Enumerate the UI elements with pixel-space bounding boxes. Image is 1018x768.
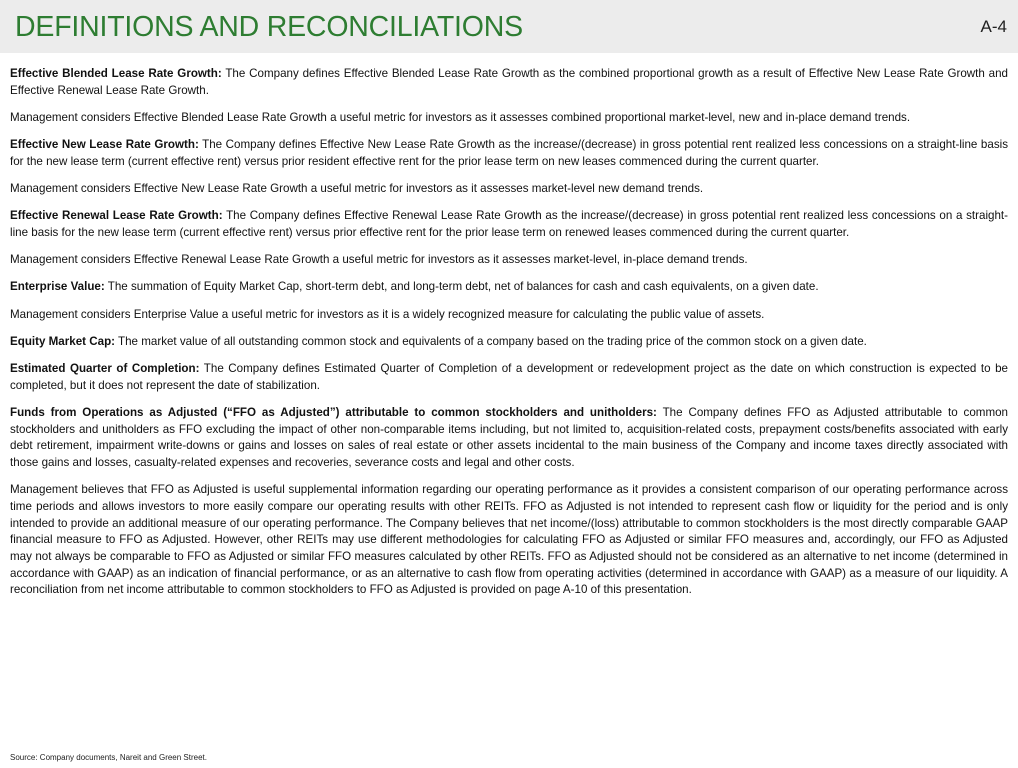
note-effective-blended-lease-rate-growth (10, 110, 1008, 127)
page-title: DEFINITIONS AND RECONCILIATIONS (15, 11, 523, 43)
definition-term: Effective Blended Lease Rate Growth: (10, 67, 222, 80)
definition-text: The summation of Equity Market Cap, short-term debt, and long-term debt, net of balances for cash and cash equivalents, on a given date. (104, 280, 819, 294)
definition-effective-renewal-lease-rate-growth (10, 208, 1008, 241)
note-text: Management considers Enterprise Value a useful metric for investors as it is a widely recognized measure for calculating the public value of assets. (10, 307, 765, 321)
header-bar (0, 0, 1018, 53)
definition-term: Estimated Quarter of Completion: (10, 361, 200, 375)
definitions-content (10, 66, 1008, 610)
definition-effective-blended-lease-rate-growth (10, 66, 1008, 99)
definition-term: Equity Market Cap: (10, 334, 116, 348)
note-ffo-as-adjusted (10, 482, 1008, 599)
note-text: Management considers Effective New Lease Rate Growth a useful metric for investors as it assesses market-level new demand trends. (10, 182, 704, 196)
definition-text: The Company defines FFO as Adjusted attributable to common stockholders and unitholders as FFO excluding the impact of other non-comparable items including, but not limited to, acquisition-related costs, prepayment costs/benefits associated with early debt retirement, impairment write-downs or gains and losses on sales of real estate or other assets incidental to the main business of the Company and income taxes directly associated with those gains and losses, casualty-related expenses and recoveries, severance costs and legal and other costs. (10, 405, 1008, 469)
definition-text: The Company defines Estimated Quarter of Completion of a development or redevelopment project as the date on which construction is expected to be completed, but it does not represent the date of stabilization. (10, 361, 1008, 392)
definition-text: The Company defines Effective Blended Lease Rate Growth as the combined proportional growth as a result of Effective New Lease Rate Growth and Effective Renewal Lease Rate Growth. (10, 67, 1008, 97)
note-text: Management considers Effective Blended Lease Rate Growth a useful metric for investors as it assesses combined proportional market-level, new and in-place demand trends. (10, 110, 911, 124)
definition-term: Funds from Operations as Adjusted (“FFO as Adjusted”) attributable to common stockholders and unitholders: (10, 405, 657, 419)
note-effective-new-lease-rate-growth (10, 181, 1008, 198)
note-enterprise-value (10, 307, 1008, 324)
definition-enterprise-value (10, 279, 1008, 296)
definition-equity-market-cap (10, 334, 1008, 351)
definition-effective-new-lease-rate-growth (10, 137, 1008, 170)
definition-term: Enterprise Value: (10, 280, 105, 294)
definition-text: The Company defines Effective New Lease Rate Growth as the increase/(decrease) in gross potential rent realized less concessions on a straight-line basis for the new lease term (current effective rent) versus prior resident effective rent for the prior lease term on new leases commenced during the current quarter. (10, 138, 1008, 168)
definition-term: Effective New Lease Rate Growth: (10, 138, 199, 152)
source-footnote: Source: Company documents, Nareit and Green Street. (10, 753, 207, 762)
note-text: Management believes that FFO as Adjusted is useful supplemental information regarding our operating performance as it provides a consistent comparison of our operating performance across time periods and allows investors to more easily compare our operating results with other REITs. FFO as Adjusted is not intended to represent cash flow or liquidity for the period and is only intended to provide an additional measure of our operating performance. The Company believes that net income/(loss) attributable to common stockholders is the most directly comparable GAAP financial measure to FFO as Adjusted. However, other REITs may use different methodologies for calculating FFO as Adjusted or similar FFO measures and, accordingly, our FFO as Adjusted may not always be comparable to FFO as Adjusted or similar FFO measures calculated by other REITs. FFO as Adjusted should not be considered as an alternative to net income (determined in accordance with GAAP) as an indication of financial performance, or as an alternative to cash flow from operating activities (determined in accordance with GAAP) as a measure of our liquidity. A reconciliation from net income attributable to common stockholders to FFO as Adjusted is provided on page A-10 of this presentation. (10, 483, 1008, 597)
definition-term: Effective Renewal Lease Rate Growth: (10, 209, 223, 223)
page-number: A-4 (980, 17, 1007, 36)
definition-ffo-as-adjusted (10, 405, 1008, 472)
definition-text: The market value of all outstanding common stock and equivalents of a company based on the trading price of the common stock on a given date. (115, 334, 867, 348)
definition-text: The Company defines Effective Renewal Lease Rate Growth as the increase/(decrease) in gross potential rent realized less concessions on a straight-line basis for the new lease term (current effective rent) versus prior effective rent for the prior lease term on renewed leases commenced during the current quarter. (10, 209, 1009, 239)
note-text: Management considers Effective Renewal Lease Rate Growth a useful metric for investors as it assesses market-level, in-place demand trends. (10, 253, 748, 267)
note-effective-renewal-lease-rate-growth (10, 252, 1008, 269)
definition-estimated-quarter-of-completion (10, 361, 1008, 394)
